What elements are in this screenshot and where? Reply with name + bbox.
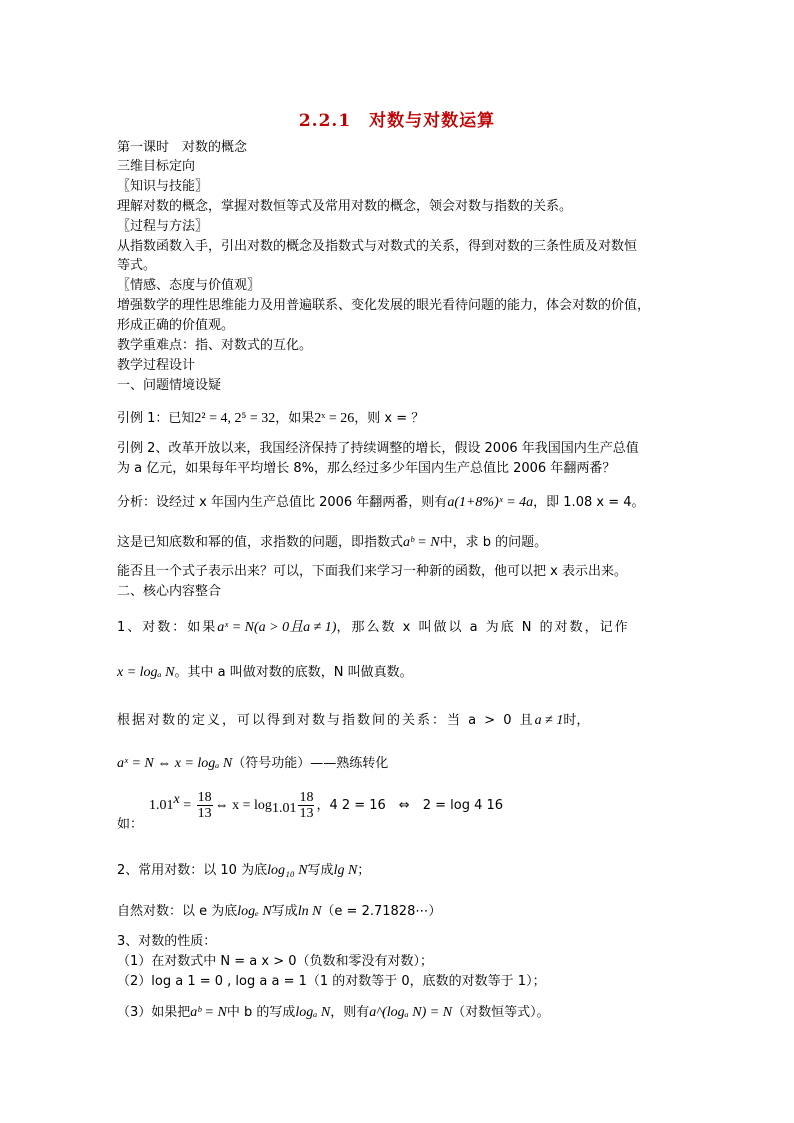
relation-math: a ≠ 1 xyxy=(534,713,564,728)
attitude-text-line1: 增强数学的理性思维能力及用普遍联系、变化发展的眼光看待问题的能力，体会对数的价值， xyxy=(117,298,651,313)
design-heading: 教学过程设计 xyxy=(117,358,196,373)
example-base: 1.01 xyxy=(149,798,174,813)
example1-mid: ，如果 xyxy=(275,411,315,426)
known-math: aᵇ = N xyxy=(403,535,440,550)
analysis-suffix: ，即 1.08 x = 4。 xyxy=(533,495,645,510)
example1-math: 2² = 4, 2⁵ = 32 xyxy=(194,411,276,426)
relation2-suffix: （符号功能）——熟练转化 xyxy=(232,756,389,771)
analysis-line xyxy=(117,494,645,512)
property3-mid: 中 b 的写成 xyxy=(226,1005,296,1020)
property-1: （1）在对数式中 N = a x > 0（负数和零没有对数）； xyxy=(117,954,434,969)
definition-prefix: 1、对数：如果 xyxy=(117,620,218,635)
example1-suffix: ，则 x = ？ xyxy=(354,411,425,426)
known-line xyxy=(117,534,547,552)
natural-math: logₑ N xyxy=(237,904,272,919)
common-math: log₁₀ N xyxy=(267,863,308,878)
example1-line xyxy=(117,410,424,428)
property3-prefix: （3）如果把 xyxy=(117,1005,191,1020)
attitude-text-line2: 形成正确的价值观。 xyxy=(117,318,235,333)
definition-math: aˣ = N(a > 0且a ≠ 1) xyxy=(217,620,337,635)
relation-suffix: 时， xyxy=(563,713,590,728)
natural-suffix: （e = 2.71828⋯） xyxy=(321,904,442,919)
relation-prefix: 根据对数的定义，可以得到对数与指数间的关系：当 a > 0 且 xyxy=(117,713,535,728)
knowledge-heading: 〖知识与技能〗 xyxy=(117,179,209,194)
property-3 xyxy=(117,1004,550,1022)
key-points: 教学重难点：指、对数式的互化。 xyxy=(117,338,313,353)
page-title: 2.2.1 对数与对数运算 xyxy=(298,111,496,131)
example-tail: ，4 2 = 16 ⇔ 2 = log 4 16 xyxy=(316,798,504,813)
definition-line1 xyxy=(117,619,630,637)
example-conversion-line: 如：$1.01^x$ = $\frac{18}{13}$ ⇔ $x = \log_{1.01}$ $\frac{18}{13}$ ，4 2 = 16 ⇔ 2 = log 4 16 xyxy=(117,790,504,832)
can-text: 能否且一个式子表示出来？可以，下面我们来学习一种新的函数，他可以把 x 表示出来。 xyxy=(117,564,627,579)
section2-heading: 二、核心内容整合 xyxy=(117,584,222,599)
property3-math: aᵇ = N xyxy=(190,1005,227,1020)
natural-mid: 写成 xyxy=(271,904,298,919)
definition-suffix: ，那么数 x 叫做以 a 为底 N 的对数，记作 xyxy=(336,620,630,635)
property3-suffix: （对数恒等式）。 xyxy=(452,1005,550,1020)
property3-mid2: ，则有 xyxy=(330,1005,370,1020)
example-exponent: x xyxy=(173,792,180,807)
process-text-line1: 从指数函数入手，引出对数的概念及指数式与对数式的关系，得到对数的三条性质及对数恒 xyxy=(117,239,638,254)
natural-prefix: 自然对数：以 e 为底 xyxy=(117,904,238,919)
fraction-2-numerator: 18 xyxy=(299,790,314,805)
lesson-label: 第一课时 对数的概念 xyxy=(117,140,248,155)
known-prefix: 这是已知底数和幂的值，求指数的问题，即指数式 xyxy=(117,535,404,550)
example-iff: ⇔ x = log xyxy=(214,798,272,813)
definition2-math: x = logₐ N xyxy=(117,665,175,680)
fraction-2-denominator: 13 xyxy=(299,806,314,821)
process-text-line2: 等式。 xyxy=(117,258,157,273)
definition-line2 xyxy=(117,664,413,682)
fraction-1 xyxy=(197,790,213,821)
natural-math2: ln N xyxy=(297,904,322,919)
common-mid: 写成 xyxy=(307,863,334,878)
analysis-math: a(1+8%)ˣ = 4a xyxy=(447,495,534,510)
relation-line2 xyxy=(117,755,388,773)
section1-heading: 一、问题情境设疑 xyxy=(117,378,222,393)
known-suffix: 中，求 b 的问题。 xyxy=(439,535,548,550)
analysis-prefix: 分析：设经过 x 年国内生产总值比 2006 年翻两番，则有 xyxy=(117,495,448,510)
example1-math2: 2ˣ = 26 xyxy=(314,411,355,426)
example2-line1: 引例 2、改革开放以来，我国经济保持了持续调整的增长，假设 2006 年我国国内生产总值 xyxy=(117,441,639,456)
attitude-heading: 〖情感、态度与价值观〗 xyxy=(117,278,261,293)
fraction-2 xyxy=(298,790,314,821)
definition2-suffix: 。其中 a 叫做对数的底数，N 叫做真数。 xyxy=(174,665,413,680)
example2-line2: 为 a 亿元，如果每年平均增长 8%，那么经过多少年国内生产总值比 2006 年翻两番？ xyxy=(117,461,616,476)
example-log-base: 1.01 xyxy=(271,801,297,816)
property3-math2: logₐ N xyxy=(295,1005,331,1020)
common-math2: lg N xyxy=(333,863,358,878)
fraction-1-denominator: 13 xyxy=(197,806,212,821)
properties-heading: 3、对数的性质： xyxy=(117,934,217,949)
process-heading: 〖过程与方法〗 xyxy=(117,219,209,234)
property-2: （2）log a 1 = 0 , log a a = 1（1 的对数等于 0，底数的对数等于 1）； xyxy=(117,974,546,989)
knowledge-text: 理解对数的概念，掌握对数恒等式及常用对数的概念，领会对数与指数的关系。 xyxy=(117,199,573,214)
common-prefix: 2、常用对数：以 10 为底 xyxy=(117,863,268,878)
property3-math3: a^(logₐ N) = N xyxy=(369,1005,453,1020)
example1-prefix: 引例 1：已知 xyxy=(117,411,195,426)
common-suffix: ； xyxy=(357,863,371,878)
example-label: 如： xyxy=(117,817,144,832)
fraction-1-numerator: 18 xyxy=(197,790,212,805)
natural-log-line xyxy=(117,903,441,921)
common-log-line xyxy=(117,862,370,880)
relation-line1 xyxy=(117,712,589,730)
relation2-math: aˣ = N ⇔ x = logₐ N xyxy=(117,756,233,771)
objectives-heading: 三维目标定向 xyxy=(117,159,196,174)
